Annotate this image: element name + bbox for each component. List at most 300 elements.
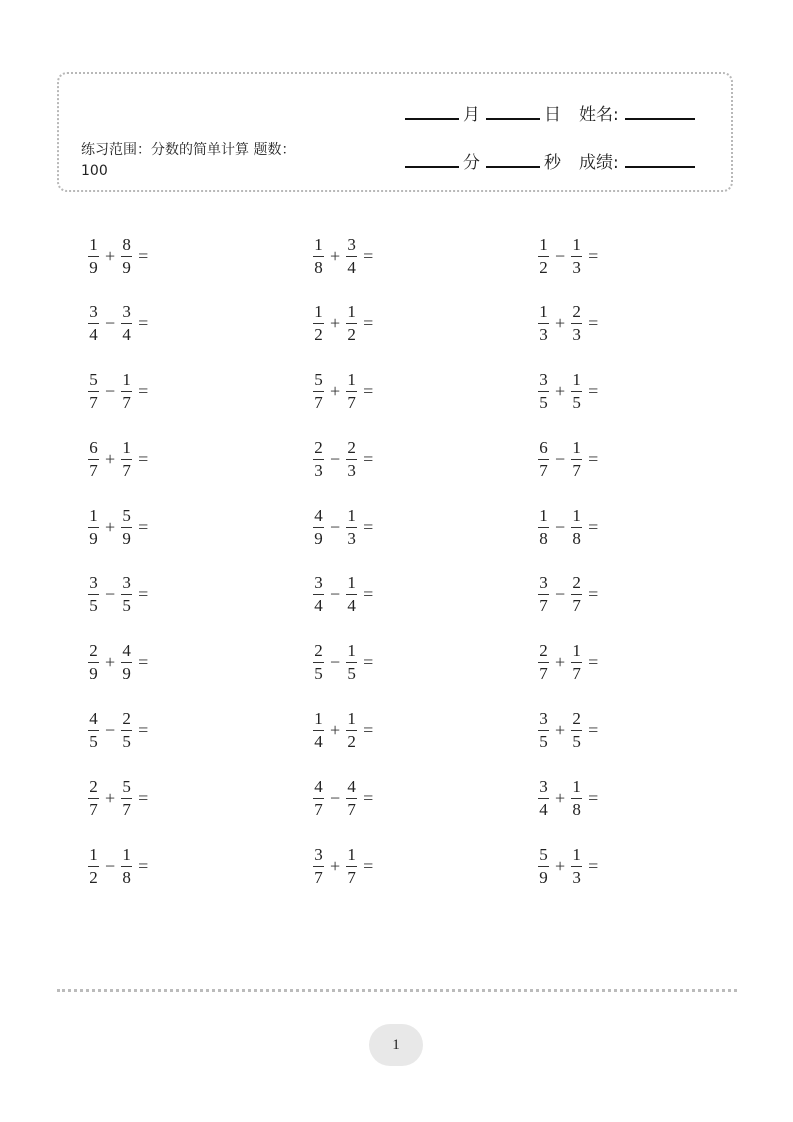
second-blank[interactable] (486, 165, 540, 168)
fraction-a (313, 573, 324, 616)
fraction-a (313, 506, 324, 549)
numerator: 1 (314, 302, 323, 322)
footer-divider (57, 989, 737, 992)
fraction-bar (538, 459, 549, 460)
equals-sign: = (588, 381, 599, 402)
fraction-bar (88, 662, 99, 663)
fraction-bar (88, 594, 99, 595)
numerator: 1 (572, 641, 581, 661)
fraction-bar (346, 256, 357, 257)
practice-range-label: 练习范围：分数的简单计算 题数：100 (81, 142, 296, 179)
numerator: 5 (122, 776, 131, 796)
fraction-a (313, 370, 324, 413)
denominator: 2 (314, 325, 323, 345)
fraction-bar (538, 798, 549, 799)
fraction-bar (313, 391, 324, 392)
problem-item (538, 368, 763, 416)
fraction-bar (313, 459, 324, 460)
equals-sign: = (138, 720, 149, 741)
numerator: 8 (122, 234, 131, 254)
fraction-bar (538, 527, 549, 528)
fraction-a (88, 709, 99, 752)
fraction-bar (88, 866, 99, 867)
numerator: 3 (539, 370, 548, 390)
numerator: 3 (347, 234, 356, 254)
operator: + (330, 245, 341, 266)
month-label: 月 (463, 105, 480, 125)
fraction-bar (571, 730, 582, 731)
fraction-bar (121, 662, 132, 663)
operator: − (555, 448, 566, 469)
problem-item (313, 232, 538, 280)
denominator: 3 (314, 460, 323, 480)
denominator: 7 (122, 393, 131, 413)
denominator: 5 (89, 596, 98, 616)
numerator: 1 (122, 370, 131, 390)
fraction-a (88, 641, 99, 684)
fraction-bar (121, 866, 132, 867)
fraction-b (121, 506, 132, 549)
denominator: 7 (572, 664, 581, 684)
problem-item (88, 842, 313, 890)
denominator: 3 (347, 528, 356, 548)
numerator: 3 (539, 776, 548, 796)
numerator: 5 (122, 505, 131, 525)
fraction-bar (346, 730, 357, 731)
equals-sign: = (138, 516, 149, 537)
fraction-bar (313, 730, 324, 731)
equals-sign: = (138, 855, 149, 876)
equals-sign: = (138, 787, 149, 808)
numerator: 3 (539, 573, 548, 593)
equals-sign: = (138, 584, 149, 605)
fraction-bar (538, 391, 549, 392)
fraction-b (346, 506, 357, 549)
numerator: 1 (347, 844, 356, 864)
numerator: 1 (89, 234, 98, 254)
name-label: 姓名: (579, 105, 619, 125)
operator: + (105, 652, 116, 673)
operator: − (555, 245, 566, 266)
numerator: 1 (572, 844, 581, 864)
numerator: 1 (572, 437, 581, 457)
name-blank[interactable] (625, 117, 695, 120)
numerator: 3 (539, 709, 548, 729)
worksheet-header (57, 72, 733, 192)
problem-item (538, 639, 763, 687)
operator: + (330, 313, 341, 334)
second-label: 秒 (544, 153, 561, 173)
operator: + (555, 313, 566, 334)
numerator: 1 (347, 370, 356, 390)
fraction-bar (88, 391, 99, 392)
operator: + (555, 652, 566, 673)
denominator: 5 (122, 732, 131, 752)
problem-item (313, 571, 538, 619)
fraction-a (88, 777, 99, 820)
fraction-bar (538, 323, 549, 324)
fraction-a (538, 370, 549, 413)
denominator: 7 (314, 867, 323, 887)
problem-item (88, 774, 313, 822)
fraction-bar (313, 662, 324, 663)
fraction-bar (346, 527, 357, 528)
numerator: 1 (89, 505, 98, 525)
denominator: 4 (347, 257, 356, 277)
equals-sign: = (363, 855, 374, 876)
operator: − (105, 381, 116, 402)
fraction-bar (346, 662, 357, 663)
numerator: 1 (122, 437, 131, 457)
denominator: 3 (347, 460, 356, 480)
numerator: 3 (89, 573, 98, 593)
problem-item (313, 842, 538, 890)
denominator: 7 (539, 664, 548, 684)
fraction-b (121, 573, 132, 616)
fraction-b (121, 438, 132, 481)
fraction-bar (313, 323, 324, 324)
fraction-bar (313, 798, 324, 799)
fraction-bar (538, 866, 549, 867)
equals-sign: = (138, 652, 149, 673)
problem-item (538, 774, 763, 822)
numerator: 6 (89, 437, 98, 457)
fraction-bar (538, 594, 549, 595)
numerator: 2 (572, 573, 581, 593)
problem-item (538, 503, 763, 551)
equals-sign: = (588, 313, 599, 334)
denominator: 8 (572, 799, 581, 819)
denominator: 3 (572, 325, 581, 345)
fraction-bar (121, 391, 132, 392)
fraction-a (88, 506, 99, 549)
operator: − (555, 516, 566, 537)
fraction-bar (346, 323, 357, 324)
fraction-a (88, 235, 99, 278)
denominator: 5 (347, 664, 356, 684)
denominator: 4 (89, 325, 98, 345)
fraction-a (538, 641, 549, 684)
denominator: 9 (122, 664, 131, 684)
denominator: 8 (314, 257, 323, 277)
date-name-row (405, 100, 695, 125)
numerator: 1 (122, 844, 131, 864)
problem-item (88, 707, 313, 755)
denominator: 5 (572, 732, 581, 752)
denominator: 7 (347, 867, 356, 887)
operator: − (105, 313, 116, 334)
numerator: 2 (314, 437, 323, 457)
denominator: 9 (314, 528, 323, 548)
numerator: 1 (572, 234, 581, 254)
operator: − (555, 584, 566, 605)
problem-item (538, 300, 763, 348)
denominator: 5 (89, 732, 98, 752)
operator: − (330, 652, 341, 673)
fraction-a (313, 709, 324, 752)
fraction-bar (571, 866, 582, 867)
score-blank[interactable] (625, 165, 695, 168)
fraction-bar (88, 256, 99, 257)
numerator: 4 (314, 776, 323, 796)
equals-sign: = (363, 516, 374, 537)
fraction-bar (121, 798, 132, 799)
fraction-bar (88, 798, 99, 799)
denominator: 5 (539, 732, 548, 752)
fraction-bar (313, 866, 324, 867)
numerator: 1 (347, 573, 356, 593)
fraction-bar (121, 323, 132, 324)
fraction-b (121, 777, 132, 820)
fraction-a (538, 573, 549, 616)
equals-sign: = (588, 584, 599, 605)
operator: + (105, 448, 116, 469)
minute-label: 分 (463, 153, 480, 173)
numerator: 3 (89, 302, 98, 322)
equals-sign: = (363, 720, 374, 741)
numerator: 1 (314, 709, 323, 729)
problem-item (313, 707, 538, 755)
numerator: 1 (347, 709, 356, 729)
operator: − (330, 448, 341, 469)
fraction-bar (571, 391, 582, 392)
fraction-a (538, 302, 549, 345)
fraction-bar (121, 730, 132, 731)
numerator: 2 (122, 709, 131, 729)
problem-item (88, 435, 313, 483)
fraction-b (571, 845, 582, 888)
numerator: 1 (572, 776, 581, 796)
denominator: 2 (347, 732, 356, 752)
problem-item (538, 707, 763, 755)
minute-blank[interactable] (405, 165, 459, 168)
numerator: 6 (539, 437, 548, 457)
denominator: 9 (539, 867, 548, 887)
problem-item (313, 435, 538, 483)
fraction-bar (313, 527, 324, 528)
denominator: 7 (539, 460, 548, 480)
page-number-badge (369, 1024, 423, 1066)
equals-sign: = (363, 787, 374, 808)
fraction-bar (121, 527, 132, 528)
numerator: 1 (347, 641, 356, 661)
problem-item (313, 503, 538, 551)
problem-item (88, 571, 313, 619)
fraction-a (88, 845, 99, 888)
problem-item (88, 368, 313, 416)
fraction-b (121, 235, 132, 278)
fraction-a (538, 235, 549, 278)
denominator: 7 (572, 596, 581, 616)
fraction-bar (88, 730, 99, 731)
fraction-b (121, 845, 132, 888)
operator: + (330, 720, 341, 741)
denominator: 7 (89, 460, 98, 480)
denominator: 7 (572, 460, 581, 480)
fraction-bar (346, 594, 357, 595)
problem-item (538, 571, 763, 619)
operator: − (330, 787, 341, 808)
problem-item (313, 639, 538, 687)
fraction-bar (346, 459, 357, 460)
fraction-b (571, 235, 582, 278)
fraction-bar (121, 256, 132, 257)
denominator: 9 (89, 528, 98, 548)
fraction-a (538, 709, 549, 752)
equals-sign: = (588, 652, 599, 673)
numerator: 1 (314, 234, 323, 254)
denominator: 9 (122, 528, 131, 548)
equals-sign: = (588, 855, 599, 876)
problem-grid (88, 232, 763, 910)
fraction-bar (571, 662, 582, 663)
numerator: 3 (122, 302, 131, 322)
equals-sign: = (363, 652, 374, 673)
fraction-b (346, 370, 357, 413)
numerator: 2 (539, 641, 548, 661)
denominator: 4 (122, 325, 131, 345)
denominator: 2 (539, 257, 548, 277)
numerator: 1 (539, 505, 548, 525)
equals-sign: = (363, 448, 374, 469)
denominator: 4 (347, 596, 356, 616)
fraction-b (571, 370, 582, 413)
fraction-b (571, 641, 582, 684)
fraction-a (88, 438, 99, 481)
operator: + (330, 381, 341, 402)
denominator: 8 (122, 867, 131, 887)
denominator: 9 (89, 257, 98, 277)
operator: + (330, 855, 341, 876)
operator: + (555, 787, 566, 808)
numerator: 2 (572, 302, 581, 322)
denominator: 8 (572, 528, 581, 548)
numerator: 1 (539, 302, 548, 322)
fraction-a (88, 370, 99, 413)
fraction-b (346, 709, 357, 752)
denominator: 7 (122, 460, 131, 480)
fraction-a (313, 235, 324, 278)
fraction-bar (121, 594, 132, 595)
denominator: 7 (347, 393, 356, 413)
equals-sign: = (363, 313, 374, 334)
fraction-bar (538, 730, 549, 731)
problem-item (313, 300, 538, 348)
fraction-b (571, 438, 582, 481)
denominator: 7 (314, 393, 323, 413)
fraction-bar (571, 527, 582, 528)
operator: − (330, 516, 341, 537)
fraction-bar (538, 662, 549, 663)
fraction-bar (571, 798, 582, 799)
fraction-bar (313, 256, 324, 257)
fraction-b (121, 641, 132, 684)
numerator: 2 (89, 641, 98, 661)
numerator: 3 (122, 573, 131, 593)
fraction-b (571, 573, 582, 616)
fraction-a (538, 438, 549, 481)
operator: + (555, 720, 566, 741)
problem-item (88, 639, 313, 687)
fraction-bar (346, 798, 357, 799)
fraction-b (346, 573, 357, 616)
fraction-bar (571, 256, 582, 257)
denominator: 7 (122, 799, 131, 819)
numerator: 2 (89, 776, 98, 796)
denominator: 3 (539, 325, 548, 345)
problem-item (538, 232, 763, 280)
problem-item (538, 842, 763, 890)
denominator: 5 (122, 596, 131, 616)
fraction-a (88, 573, 99, 616)
denominator: 9 (89, 664, 98, 684)
month-blank[interactable] (405, 117, 459, 120)
fraction-b (346, 777, 357, 820)
equals-sign: = (588, 516, 599, 537)
fraction-b (121, 370, 132, 413)
numerator: 4 (89, 709, 98, 729)
fraction-b (121, 709, 132, 752)
numerator: 2 (572, 709, 581, 729)
denominator: 2 (347, 325, 356, 345)
numerator: 1 (347, 302, 356, 322)
problem-item (313, 368, 538, 416)
operator: − (330, 584, 341, 605)
day-blank[interactable] (486, 117, 540, 120)
fraction-bar (121, 459, 132, 460)
equals-sign: = (588, 245, 599, 266)
equals-sign: = (588, 448, 599, 469)
denominator: 7 (89, 799, 98, 819)
numerator: 4 (347, 776, 356, 796)
fraction-bar (88, 323, 99, 324)
time-score-row (405, 148, 695, 173)
fraction-b (571, 777, 582, 820)
equals-sign: = (588, 787, 599, 808)
denominator: 4 (314, 732, 323, 752)
fraction-bar (571, 323, 582, 324)
denominator: 7 (347, 799, 356, 819)
numerator: 2 (314, 641, 323, 661)
numerator: 5 (89, 370, 98, 390)
numerator: 5 (539, 844, 548, 864)
equals-sign: = (138, 381, 149, 402)
problem-item (313, 774, 538, 822)
fraction-bar (346, 866, 357, 867)
numerator: 4 (122, 641, 131, 661)
fraction-b (571, 709, 582, 752)
fraction-b (346, 438, 357, 481)
page-number: 1 (392, 1036, 400, 1053)
problem-item (88, 232, 313, 280)
fraction-a (313, 777, 324, 820)
operator: + (105, 787, 116, 808)
numerator: 1 (539, 234, 548, 254)
denominator: 4 (314, 596, 323, 616)
numerator: 1 (572, 505, 581, 525)
denominator: 5 (572, 393, 581, 413)
problem-item (88, 503, 313, 551)
equals-sign: = (138, 245, 149, 266)
fraction-a (88, 302, 99, 345)
day-label: 日 (544, 105, 561, 125)
fraction-bar (571, 459, 582, 460)
operator: − (105, 584, 116, 605)
fraction-bar (346, 391, 357, 392)
denominator: 7 (89, 393, 98, 413)
denominator: 4 (539, 799, 548, 819)
fraction-bar (88, 527, 99, 528)
